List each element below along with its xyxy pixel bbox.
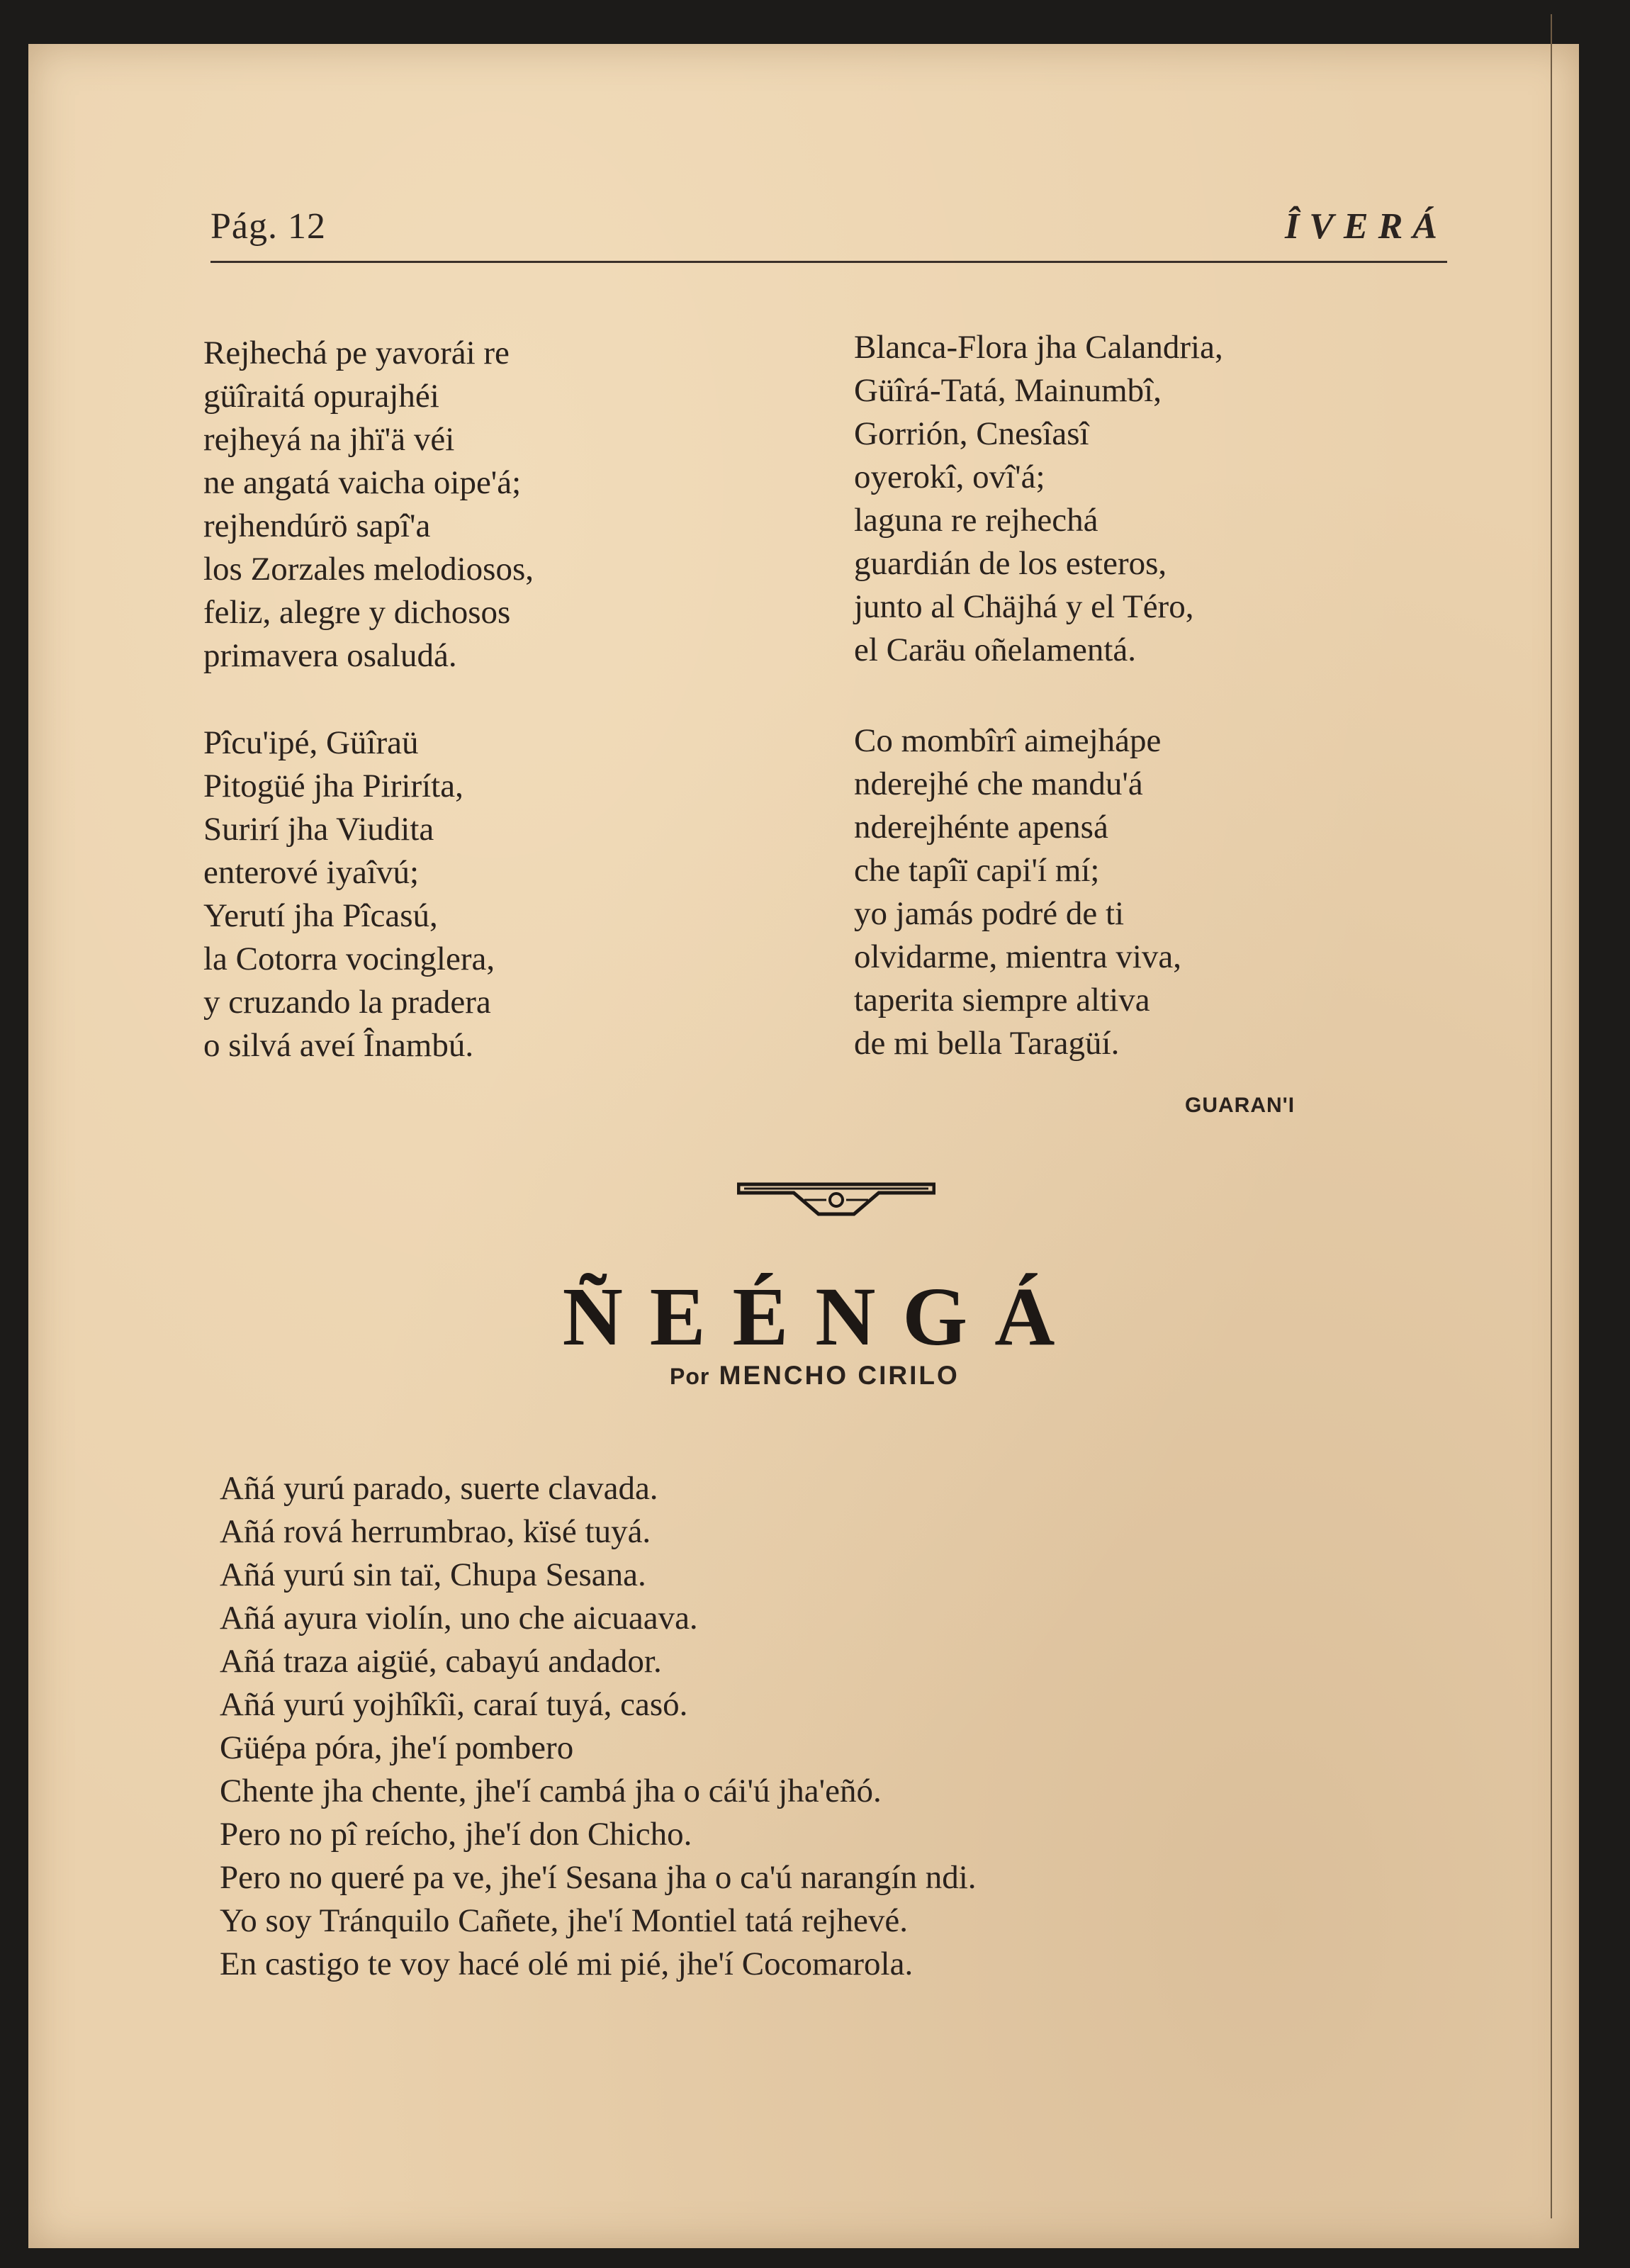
article-line: Añá yurú parado, suerte clavada.	[220, 1470, 658, 1507]
article-line: Yo soy Tránquilo Cañete, jhe'í Montiel tatá rejhevé.	[220, 1902, 909, 1939]
poem-line: Surirí jha Viudita	[203, 811, 434, 848]
poem-line: güîraitá opurajhéi	[203, 378, 439, 415]
article-line: Pero no queré pa ve, jhe'í Sesana jha o ca'ú narangín ndi.	[220, 1859, 977, 1896]
byline	[670, 1361, 960, 1391]
article-line: Añá traza aigüé, cabayú andador.	[220, 1643, 662, 1680]
poem-line: o silvá aveí Înambú.	[203, 1027, 474, 1064]
header-rule	[210, 261, 1447, 263]
article-title: ÑEÉNGÁ	[562, 1270, 1082, 1363]
ornament-divider-icon	[737, 1179, 935, 1225]
poem-line: rejheyá na jhï'ä véi	[203, 421, 455, 458]
poem-line: Co mombîrî aimejhápe	[854, 722, 1162, 759]
poem-line: junto al Chäjhá y el Téro,	[854, 588, 1194, 625]
page-number: Pág. 12	[210, 206, 326, 247]
poem-line: Pitogüé jha Piriríta,	[203, 768, 463, 804]
byline-prefix: Por	[670, 1364, 710, 1389]
page-header	[210, 206, 1447, 262]
magazine-title: ÎVERÁ	[1285, 206, 1447, 247]
poem-line: Gorrión, Cnesîasî	[854, 415, 1089, 452]
article-line: Güépa póra, jhe'í pombero	[220, 1729, 574, 1766]
poem-line: Yerutí jha Pîcasú,	[203, 897, 438, 934]
article-line: Añá rová herrumbrao, kïsé tuyá.	[220, 1513, 651, 1550]
poem-signature: GUARAN'I	[1185, 1094, 1295, 1117]
article-line: Añá yurú yojhîkîi, caraí tuyá, casó.	[220, 1686, 688, 1723]
poem-line: nderejhé che mandu'á	[854, 765, 1143, 802]
poem-line: yo jamás podré de ti	[854, 895, 1125, 932]
poem-line: la Cotorra vocinglera,	[203, 941, 495, 977]
poem-line: los Zorzales melodiosos,	[203, 551, 534, 588]
poem-line: el Caräu oñelamentá.	[854, 631, 1137, 668]
article-line: Añá ayura violín, uno che aicuaava.	[220, 1600, 698, 1637]
poem-line: y cruzando la pradera	[203, 984, 491, 1021]
poem-line: laguna re rejhechá	[854, 502, 1098, 539]
article-line: Pero no pî reícho, jhe'í don Chicho.	[220, 1816, 692, 1853]
poem-line: feliz, alegre y dichosos	[203, 594, 511, 631]
poem-stanza-right-2	[854, 719, 1181, 1065]
poem-line: guardián de los esteros,	[854, 545, 1167, 582]
article-line: Añá yurú sin taï, Chupa Sesana.	[220, 1556, 646, 1593]
page-edge	[1551, 14, 1552, 2218]
poem-line: oyerokî, ovî'á;	[854, 459, 1045, 495]
article-line: Chente jha chente, jhe'í cambá jha o cái'ú jha'eñó.	[220, 1773, 882, 1809]
poem-line: Pîcu'ipé, Güîraü	[203, 724, 419, 761]
poem-line: de mi bella Taragüí.	[854, 1025, 1120, 1062]
poem-line: Blanca-Flora jha Calandria,	[854, 329, 1223, 366]
poem-stanza-left-2	[203, 722, 495, 1067]
poem-line: nderejhénte apensá	[854, 809, 1108, 846]
poem-line: primavera osaludá.	[203, 637, 457, 674]
poem-line: ne angatá vaicha oipe'á;	[203, 464, 522, 501]
byline-author: MENCHO CIRILO	[719, 1361, 960, 1390]
poem-line: enterové iyaîvú;	[203, 854, 420, 891]
poem-line: che tapîï capi'í mí;	[854, 852, 1100, 889]
poem-line: taperita siempre altiva	[854, 982, 1150, 1018]
poem-line: Güîrá-Tatá, Mainumbî,	[854, 372, 1162, 409]
article-body	[220, 1467, 977, 1986]
poem-stanza-right-1	[854, 326, 1223, 672]
poem-line: Rejhechá pe yavorái re	[203, 335, 510, 371]
poem-line: olvidarme, mientra viva,	[854, 938, 1182, 975]
article-line: En castigo te voy hacé olé mi pié, jhe'í Cocomarola.	[220, 1946, 914, 1982]
poem-line: rejhendúrö sapî'a	[203, 507, 431, 544]
poem-stanza-left-1	[203, 332, 534, 678]
